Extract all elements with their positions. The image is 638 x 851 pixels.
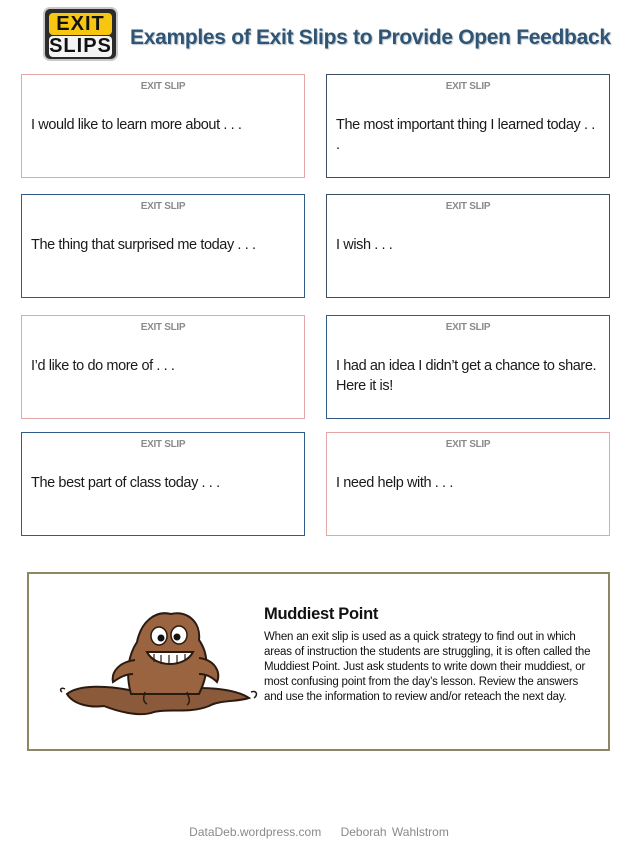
logo-line-2: SLIPS [49, 35, 112, 57]
footer-site: DataDeb.wordpress.com [189, 825, 322, 839]
mud-monster-illustration [59, 602, 259, 722]
exit-slip-label: EXIT SLIP [140, 201, 186, 212]
exit-slip-surprised [21, 194, 305, 298]
exit-slip-label: EXIT SLIP [140, 81, 186, 92]
exit-slip-label: EXIT SLIP [140, 439, 186, 450]
exit-slip-prompt: The most important thing I learned today . . . [336, 117, 595, 153]
exit-slip-label: EXIT SLIP [445, 81, 491, 92]
exit-slip-need-help [326, 432, 610, 536]
exit-slip-prompt: I’d like to do more of . . . [31, 358, 175, 374]
footer [0, 825, 638, 839]
exit-slip-prompt: I need help with . . . [336, 475, 453, 491]
exit-slip-i-wish [326, 194, 610, 298]
exit-slip-prompt: I had an idea I didn’t get a chance to share. Here it is! [336, 358, 597, 394]
footer-author: Deborah Wahlstrom [340, 825, 449, 839]
muddiest-point-description: When an exit slip is used as a quick strategy to find out in which areas of instruction the students are struggling, it is often called the Muddiest Point. Just ask students to write down their muddiest, or most confusing point from the day’s lesson. Review the answers and use the information to review and/or reteach the next day. [264, 631, 591, 703]
exit-slip-prompt: The thing that surprised me today . . . [31, 237, 256, 253]
page-title: Examples of Exit Slips to Provide Open Feedback [130, 26, 611, 49]
exit-slip-prompt: I would like to learn more about . . . [31, 117, 242, 133]
exit-slips-logo [43, 7, 118, 61]
exit-slip-label: EXIT SLIP [445, 201, 491, 212]
exit-slip-prompt: The best part of class today . . . [31, 475, 220, 491]
logo-line-1: EXIT [49, 13, 112, 35]
exit-slip-label: EXIT SLIP [140, 322, 186, 333]
exit-slip-prompt: I wish . . . [336, 237, 393, 253]
exit-slip-idea [326, 315, 610, 419]
exit-slip-label: EXIT SLIP [445, 439, 491, 450]
exit-slip-most-important [326, 74, 610, 178]
exit-slip-learn-more [21, 74, 305, 178]
muddiest-point-title: Muddiest Point [264, 605, 379, 623]
muddiest-point-box [27, 572, 610, 751]
exit-slip-best-part [21, 432, 305, 536]
exit-slip-label: EXIT SLIP [445, 322, 491, 333]
exit-slip-do-more [21, 315, 305, 419]
